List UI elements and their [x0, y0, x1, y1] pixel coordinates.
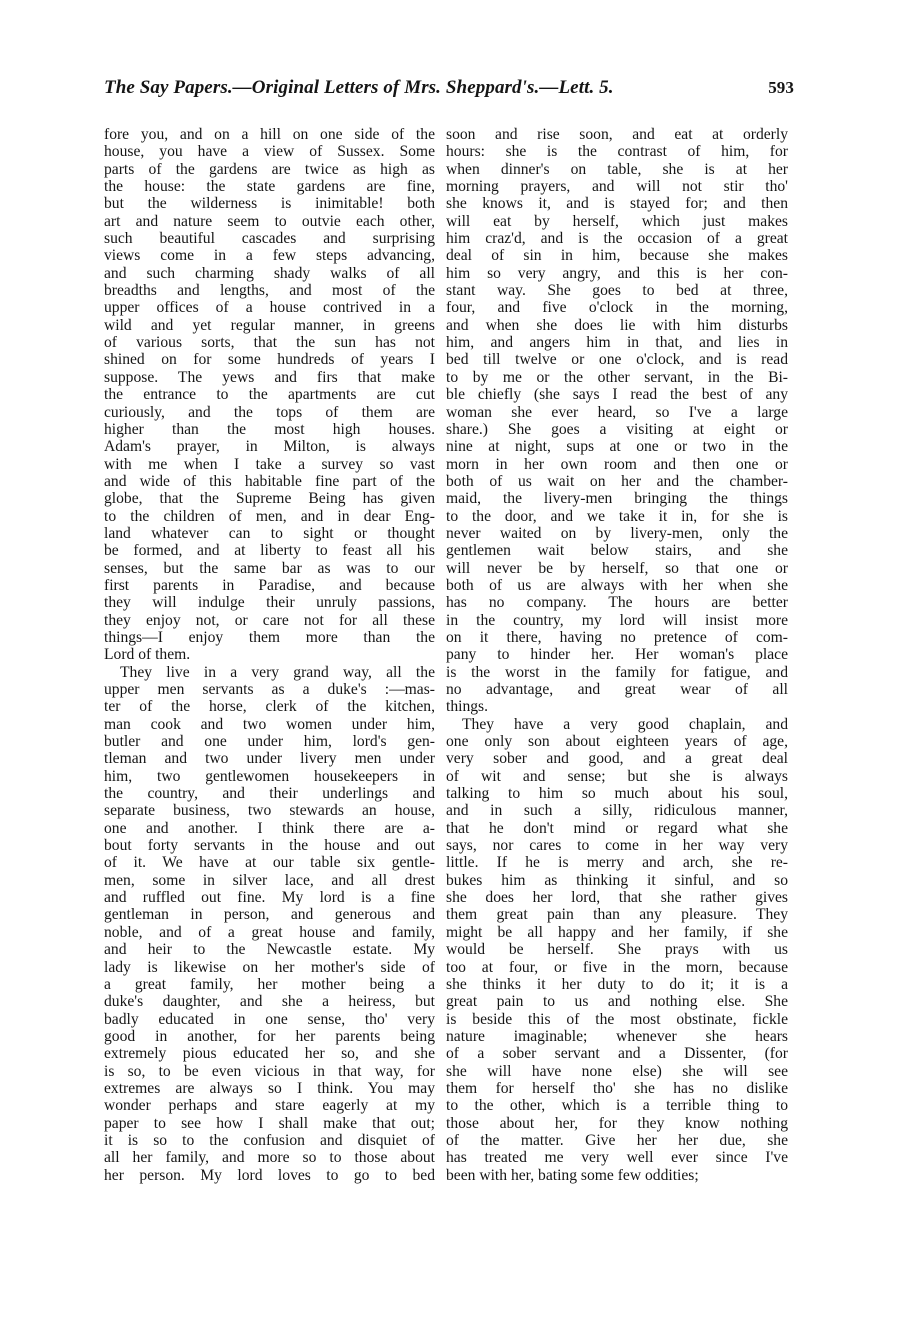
text-line: it is so to the confusion and disquiet of — [104, 1131, 435, 1149]
text-line: They live in a very grand way, all the — [120, 663, 435, 681]
text-line: extremes are always so I think. You may — [104, 1079, 435, 1097]
text-line: one only son about eighteen years of age, — [446, 733, 788, 751]
text-line: four, and five o'clock in the morning, — [446, 299, 788, 317]
text-line: upper men servants as a duke's :—mas- — [104, 681, 435, 698]
text-line: little. If he is merry and arch, she re- — [446, 854, 788, 872]
text-line: pany to hinder her. Her woman's place — [446, 646, 788, 664]
text-line: soon and rise soon, and eat at orderly — [446, 126, 788, 143]
text-line: both of us wait on her and the chamber- — [446, 472, 788, 490]
text-line: hours: she is the contrast of him, for — [446, 143, 788, 161]
text-line: ter of the horse, clerk of the kitchen, — [104, 698, 435, 716]
text-line: ble chiefly (she says I read the best of any — [446, 386, 788, 404]
text-line: in the country, my lord will insist more — [446, 611, 788, 629]
text-line: her person. My lord loves to go to bed — [104, 1166, 435, 1184]
text-line: separate business, two stewards an house, — [104, 802, 435, 820]
text-line: with me when I take a survey so vast — [104, 455, 435, 473]
text-line: bout forty servants in the house and out — [104, 837, 435, 855]
text-line: globe, that the Supreme Being has given — [104, 490, 435, 508]
text-line: she will have none else) she will see — [446, 1062, 788, 1080]
text-line: of it. We have at our table six gentle- — [104, 854, 435, 872]
text-line: fore you, and on a hill on one side of the — [104, 126, 435, 143]
running-head-title: The Say Papers.—Original Letters of Mrs. Sheppard's.—Lett. 5. — [104, 77, 614, 98]
text-line: first parents in Paradise, and because — [104, 576, 435, 594]
text-line: and wide of this habitable fine part of the — [104, 472, 435, 490]
text-line: of the matter. Give her her due, she — [446, 1131, 788, 1149]
text-line: and in such a silly, ridiculous manner, — [446, 802, 788, 820]
text-line: bed till twelve or one o'clock, and is read — [446, 351, 788, 369]
text-line: gentleman in person, and generous and — [104, 906, 435, 924]
text-line: upper offices of a house contrived in a — [104, 299, 435, 317]
text-line: curiously, and the tops of them are — [104, 403, 435, 421]
text-line: nine at night, sups at one or two in the — [446, 438, 788, 456]
text-line: and ruffled out fine. My lord is a fine — [104, 889, 435, 907]
text-line: bukes him as thinking it sinful, and so — [446, 871, 788, 889]
text-line: house, you have a view of Sussex. Some — [104, 143, 435, 161]
text-line: never waited on by livery-men, only the — [446, 524, 788, 542]
text-line: both of us are always with her when she — [446, 576, 788, 594]
text-line: she thinks it her duty to do it; it is a — [446, 975, 788, 993]
text-line: has no company. The hours are better — [446, 594, 788, 612]
text-line: them great pain than any pleasure. They — [446, 906, 788, 924]
text-line: of various sorts, that the sun has not — [104, 334, 435, 352]
text-line: nature imaginable; whenever she hears — [446, 1027, 788, 1045]
text-line: she does her lord, that she rather gives — [446, 889, 788, 907]
text-line: Adam's prayer, in Milton, is always — [104, 438, 435, 456]
text-line: is the worst in the family for fatigue, and — [446, 663, 788, 681]
text-line: suppose. The yews and firs that make — [104, 368, 435, 386]
text-line: paper to see how I shall make that out; — [104, 1114, 435, 1132]
text-line: senses, but the same bar as was to our — [104, 559, 435, 577]
text-line: him, and angers him in that, and lies in — [446, 334, 788, 352]
text-line: but the wilderness is inimitable! both — [104, 195, 435, 213]
text-line: badly educated in one sense, tho' very — [104, 1010, 435, 1028]
text-line: morn in her own room and then one or — [446, 455, 788, 473]
text-line: they enjoy not, or care not for all these — [104, 611, 435, 629]
text-line: a great family, her mother being a — [104, 975, 435, 993]
text-line: been with her, bating some few oddities; — [446, 1166, 699, 1184]
text-line: extremely pious educated her so, and she — [104, 1045, 435, 1063]
text-line: to the door, and we take it in, for she is — [446, 507, 788, 525]
page-number: 593 — [768, 78, 794, 97]
text-line: on it there, having no pretence of com- — [446, 628, 788, 646]
text-line: things—I enjoy them more than the — [104, 628, 435, 646]
text-line: talking to him so much about his soul, — [446, 785, 788, 803]
text-line: duke's daughter, and she a heiress, but — [104, 993, 435, 1011]
text-line: land whatever can to sight or thought — [104, 524, 435, 542]
text-line: morning prayers, and will not stir tho' — [446, 178, 788, 196]
text-line: Lord of them. — [104, 646, 191, 664]
text-line: great pain to us and nothing else. She — [446, 993, 788, 1011]
text-line: things. — [446, 698, 489, 716]
text-line: tleman and two under livery men under — [104, 750, 435, 768]
text-line: the country, and their underlings and — [104, 785, 435, 803]
text-line: maid, the livery-men bringing the things — [446, 490, 788, 508]
text-line: one and another. I think there are a- — [104, 819, 435, 837]
text-line: she knows it, and is stayed for; and then — [446, 195, 788, 213]
text-line: woman she ever heard, so I've a large — [446, 403, 788, 421]
text-line: to the children of men, and in dear Eng- — [104, 507, 435, 525]
text-line: of wit and sense; but she is always — [446, 767, 788, 785]
text-line: breadths and lengths, and most of the — [104, 282, 435, 300]
text-line: those about her, for they know nothing — [446, 1114, 788, 1132]
text-line: good in another, for her parents being — [104, 1027, 435, 1045]
text-line: is so, to be even vicious in that way, for — [104, 1062, 435, 1080]
text-line: wonder perhaps and stare eagerly at my — [104, 1097, 435, 1115]
text-line: man cook and two women under him, — [104, 715, 435, 733]
text-line: art and nature seem to outvie each other, — [104, 212, 435, 230]
running-head — [104, 77, 794, 105]
text-line: very sober and good, and a great deal — [446, 750, 788, 768]
text-line: men, some in silver lace, and all drest — [104, 871, 435, 889]
text-line: they will indulge their unruly passions, — [104, 594, 435, 612]
text-line: such beautiful cascades and surprising — [104, 230, 435, 248]
text-line: and heir to the Newcastle estate. My — [104, 941, 435, 959]
text-line: of a sober servant and a Dissenter, (for — [446, 1045, 788, 1063]
text-line: lady is likewise on her mother's side of — [104, 958, 435, 976]
text-line: butler and one under him, lord's gen- — [104, 733, 435, 751]
text-column-left — [104, 126, 435, 1184]
text-line: They have a very good chaplain, and — [462, 715, 788, 733]
text-line: stant way. She goes to bed at three, — [446, 282, 788, 300]
text-line: noble, and of a great house and family, — [104, 923, 435, 941]
text-line: him, two gentlewomen housekeepers in — [104, 767, 435, 785]
text-line: him craz'd, and is the occasion of a great — [446, 230, 788, 248]
text-line: gentlemen wait below stairs, and she — [446, 542, 788, 560]
text-line: deal of sin in him, because she makes — [446, 247, 788, 265]
text-line: views come in a few steps advancing, — [104, 247, 435, 265]
text-line: and when she does lie with him disturbs — [446, 316, 788, 334]
text-line: no advantage, and great wear of all — [446, 681, 788, 698]
text-line: him so very angry, and this is her con- — [446, 264, 788, 282]
text-line: says, nor cares to come in her way very — [446, 837, 788, 855]
text-line: has treated me very well ever since I've — [446, 1149, 788, 1167]
text-column-right — [446, 126, 788, 1184]
text-line: the house: the state gardens are fine, — [104, 178, 435, 196]
text-line: that he don't mind or regard what she — [446, 819, 788, 837]
text-line: too at four, or five in the morn, because — [446, 958, 788, 976]
text-line: share.) She goes a visiting at eight or — [446, 420, 788, 438]
text-line: to the other, which is a terrible thing to — [446, 1097, 788, 1115]
text-line: be formed, and at liberty to feast all his — [104, 542, 435, 560]
text-line: them for herself tho' she has no dislike — [446, 1079, 788, 1097]
text-line: will never be by herself, so that one or — [446, 559, 788, 577]
text-line: would be herself. She prays with us — [446, 941, 788, 959]
text-line: to by me or the other servant, in the Bi- — [446, 368, 788, 386]
text-line: will eat by herself, which just makes — [446, 212, 788, 230]
text-line: might be all happy and her family, if she — [446, 923, 788, 941]
text-line: is beside this of the most obstinate, fickle — [446, 1010, 788, 1028]
text-line: higher than the most high houses. — [104, 420, 435, 438]
text-line: the entrance to the apartments are cut — [104, 386, 435, 404]
text-line: shined on for some hundreds of years I — [104, 351, 435, 369]
text-line: all her family, and more so to those about — [104, 1149, 435, 1167]
text-line: and such charming shady walks of all — [104, 264, 435, 282]
text-line: parts of the gardens are twice as high as — [104, 160, 435, 178]
text-line: wild and yet regular manner, in greens — [104, 316, 435, 334]
text-line: when dinner's on table, she is at her — [446, 160, 788, 178]
